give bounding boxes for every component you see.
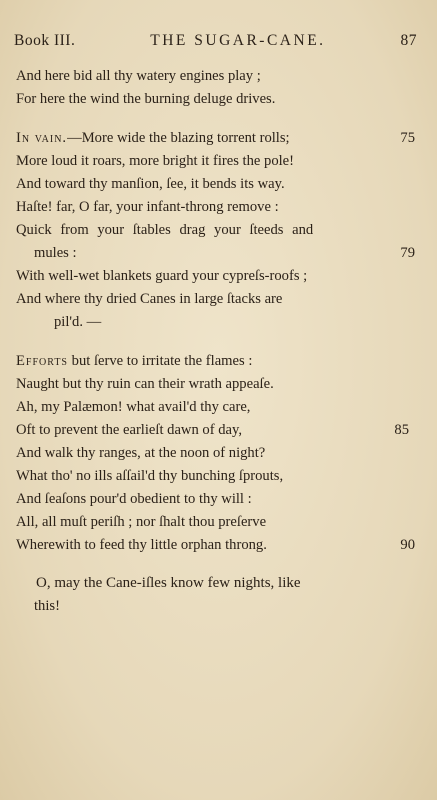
small-caps-lead: Efforts <box>16 353 68 369</box>
verse-line: O, may the Cane-iſles know few nights, like <box>36 575 301 591</box>
verse-line: What tho' no ills aſſail'd thy bunching ſprouts, <box>16 468 284 484</box>
verse-line: Haſte! far, O far, your infant-throng remove : <box>16 199 279 215</box>
running-header <box>14 32 417 50</box>
verse-line: mules : 79 <box>34 245 415 261</box>
line-number: 79 <box>400 245 415 261</box>
verse-line: All, all muſt periſh ; nor ſhalt thou preſerve <box>16 514 267 530</box>
small-caps-lead: In vain. <box>16 130 68 146</box>
verse-line: Naught but thy ruin can their wrath appeaſe. <box>16 376 274 392</box>
verse-line: More loud it roars, more bright it fires the pole! <box>16 153 295 169</box>
verse-line: Wherewith to feed thy little orphan throng. 90 <box>16 537 415 553</box>
book-label: Book III. <box>14 32 76 49</box>
verse-line: For here the wind the burning deluge drives. <box>16 91 276 107</box>
verse-line: And toward thy manſion, ſee, it bends its way. <box>16 176 285 192</box>
verse-line: And where thy dried Canes in large ſtacks are <box>16 291 283 307</box>
verse-line: this! <box>34 598 60 614</box>
verse-line: And here bid all thy watery engines play ; <box>16 68 261 84</box>
verse-line: Oft to prevent the earlieſt dawn of day, 85 <box>16 422 409 438</box>
line-number: 75 <box>400 130 415 146</box>
verse-line: And ſeaſons pour'd obedient to thy will : <box>16 491 252 507</box>
verse-line: Ah, my Palæmon! what avail'd thy care, <box>16 399 251 415</box>
running-title: THE SUGAR-CANE. <box>150 32 326 49</box>
line-number: 90 <box>400 537 415 553</box>
verse-line: Quick from your ſtables drag your ſteeds and <box>16 222 314 238</box>
verse-line: In vain.—More wide the blazing torrent rolls; 75 <box>16 130 415 146</box>
verse-line: Efforts but ſerve to irritate the flames : <box>16 353 253 369</box>
verse-line: With well-wet blankets guard your cypreſs-roofs ; <box>16 268 308 284</box>
verse-line: And walk thy ranges, at the noon of night? <box>16 445 266 461</box>
line-number: 85 <box>394 422 409 438</box>
page-number: 87 <box>400 32 417 49</box>
verse-line: pil'd. — <box>54 314 102 330</box>
